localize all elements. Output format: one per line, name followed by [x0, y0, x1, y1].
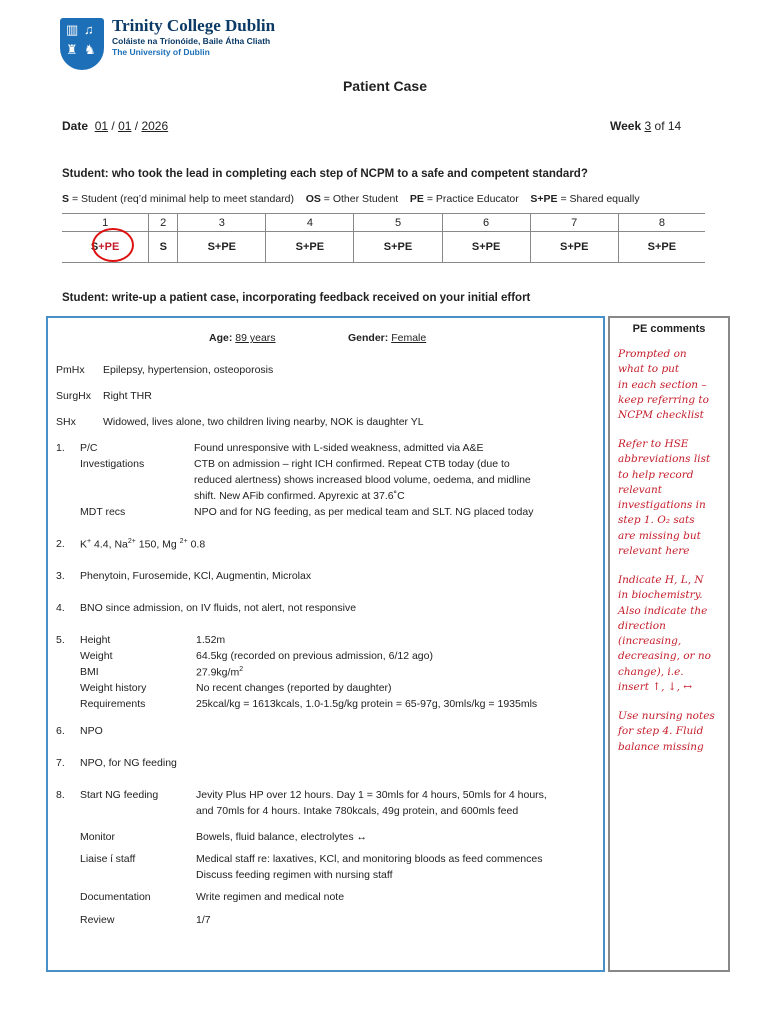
crest-book-icon: ▥: [66, 22, 79, 37]
pe-comment-4: [618, 709, 715, 755]
weight-value: 64.5kg (recorded on previous admission, 6/12 ago): [196, 650, 433, 662]
pc-label: P/C: [80, 442, 98, 454]
documentation-label: Documentation: [80, 891, 151, 903]
age-field: [209, 332, 276, 344]
page-title: Patient Case: [342, 78, 428, 94]
question-ncpm-lead: Student: who took the lead in completing each step of NCPM to a safe and competent standard?: [62, 168, 588, 180]
comment-line: insert ↑, ↓, ↔: [618, 681, 693, 694]
comment-line: to help record: [618, 468, 694, 481]
steps-value-row: [62, 232, 705, 263]
surghx-value: Right THR: [103, 390, 152, 402]
height-label: Height: [80, 634, 111, 646]
shx-value: Widowed, lives alone, two children living nearby, NOK is daughter YL: [103, 416, 424, 428]
gender-field: [348, 332, 426, 344]
age-value: 89 years: [235, 332, 276, 344]
step-3-number: 3.: [56, 570, 65, 582]
comment-line: change), i.e.: [618, 665, 684, 678]
step-8-number: 8.: [56, 789, 65, 801]
step-value: S+PE: [618, 232, 705, 263]
surghx-label: SurgHx: [56, 390, 92, 402]
monitor-label: Monitor: [80, 831, 116, 843]
ng-regimen-line: Jevity Plus HP over 12 hours. Day 1 = 30mls for 4 hours, 50mls for 4 hours,: [196, 789, 547, 801]
step-6-number: 6.: [56, 725, 65, 737]
lab-k-value: 4.4, Na: [94, 538, 128, 551]
date-label: Date: [62, 119, 89, 133]
pe-comment-2: [618, 437, 710, 559]
lab-mg-value: 0.8: [190, 538, 206, 551]
step-value: S+PE: [530, 232, 618, 263]
steps-header-row: [62, 214, 705, 232]
ng-feeding-label: Start NG feeding: [80, 789, 159, 801]
pmhx-label: PmHx: [56, 364, 85, 376]
comment-line: Also indicate the: [618, 604, 708, 617]
legend-s-key: S: [62, 193, 70, 205]
legend-spe-key: S+PE: [530, 193, 558, 205]
comment-line: are missing but: [618, 529, 701, 542]
step-value: S+PE: [354, 232, 442, 263]
bmi-superscript: 2: [239, 666, 244, 673]
step-header: 8: [618, 214, 705, 232]
investigations-label: Investigations: [80, 458, 145, 470]
liaise-line: Discuss feeding regimen with nursing staff: [196, 869, 393, 881]
role-legend: [62, 193, 640, 205]
university-name: Trinity College Dublin: [112, 16, 276, 35]
ng-regimen-line: and 70mls for 4 hours. Intake 780kcals, 49g protein, and 600mls feed: [196, 805, 519, 817]
investigations-line: reduced alertness) shows increased blood volume, oedema, and midline: [194, 474, 531, 486]
legend-s-text: = Student (req’d minimal help to meet standard): [71, 193, 295, 205]
mdt-value: NPO and for NG feeding, as per medical team and SLT. NG placed today: [194, 506, 534, 518]
step-value: S+PE: [178, 232, 266, 263]
step-value: S+PE: [266, 232, 354, 263]
comment-line: for step 4. Fluid: [618, 725, 704, 738]
week-field: [610, 119, 681, 133]
step-5-number: 5.: [56, 634, 65, 646]
comment-line: what to put: [618, 363, 680, 376]
legend-pe-key: PE: [409, 193, 424, 205]
comment-line: Use nursing notes: [618, 710, 715, 722]
week-total: of 14: [654, 119, 682, 133]
weight-history-value: No recent changes (reported by daughter): [196, 682, 392, 694]
bmi-number: 27.9kg/m: [196, 666, 240, 679]
step-1-number: 1.: [56, 442, 65, 454]
comment-line: Indicate H, L, N: [618, 574, 704, 586]
lab-na-value: 150, Mg: [138, 538, 177, 551]
review-value: 1/7: [196, 914, 211, 926]
pe-comment-3: [618, 573, 711, 695]
crest-harp-icon: ♫: [84, 22, 94, 37]
comment-line: relevant: [618, 483, 662, 496]
weight-label: Weight: [80, 650, 113, 662]
step-1-value: S: [90, 241, 99, 253]
review-label: Review: [80, 914, 115, 926]
step-7-text: NPO, for NG feeding: [80, 757, 177, 769]
biochemistry-line: [80, 538, 205, 551]
comment-line: in each section –: [618, 378, 707, 391]
pmhx-value: Epilepsy, hypertension, osteoporosis: [103, 364, 274, 376]
mg-charge: 2+: [179, 538, 188, 545]
comment-line: keep referring to: [618, 393, 709, 406]
university-subtitle: The University of Dublin: [112, 47, 210, 57]
bowels-fluids: BNO since admission, on IV fluids, not alert, not responsive: [80, 602, 357, 614]
comment-line: balance missing: [618, 740, 704, 753]
step-header: 5: [354, 214, 442, 232]
liaise-line: Medical staff re: laxatives, KCl, and monitoring bloods as feed commences: [196, 853, 543, 865]
step-value: S: [149, 232, 178, 263]
comment-line: step 1. O₂ sats: [618, 514, 695, 527]
monitor-value: Bowels, fluid balance, electrolytes ↔: [196, 831, 367, 843]
step-header: 4: [266, 214, 354, 232]
medications: Phenytoin, Furosemide, KCl, Augmentin, Microlax: [80, 570, 312, 582]
date-day: 01: [94, 119, 109, 133]
step-header: 6: [442, 214, 530, 232]
question-patient-case: Student: write-up a patient case, incorporating feedback received on your initial effort: [62, 292, 531, 304]
comment-line: investigations in: [618, 499, 706, 512]
lab-k: K: [80, 538, 88, 551]
investigations-line: CTB on admission – right ICH confirmed. Repeat CTB today (due to: [194, 458, 510, 470]
comment-line: NCPM checklist: [618, 409, 704, 422]
na-charge: 2+: [127, 538, 136, 545]
age-label: Age:: [209, 332, 233, 344]
step-value: S+PE: [442, 232, 530, 263]
legend-pe-text: = Practice Educator: [426, 193, 519, 205]
comment-line: in biochemistry.: [618, 589, 703, 602]
pe-comment-1: [618, 347, 709, 423]
date-year: 2026: [141, 119, 169, 133]
crest-castle-icon: ♜: [66, 42, 78, 57]
shx-label: SHx: [56, 416, 76, 428]
comment-line: (increasing,: [618, 635, 682, 648]
week-current: 3: [644, 119, 652, 133]
weight-history-label: Weight history: [80, 682, 147, 694]
university-irish-name: Coláiste na Tríonóide, Baile Átha Cliath: [112, 36, 271, 46]
pc-value: Found unresponsive with L-sided weakness, admitted via A&E: [194, 442, 484, 454]
date-field: Date 01 / 01 / 2026: [62, 119, 169, 133]
step-header: 2: [149, 214, 178, 232]
ncpm-steps-table: [62, 213, 705, 263]
date-month: 01: [118, 119, 132, 133]
k-charge: +: [87, 538, 92, 545]
comment-line: relevant here: [618, 545, 690, 558]
week-label: Week: [610, 119, 642, 133]
comment-line: direction: [618, 619, 666, 632]
step-2-number: 2.: [56, 538, 65, 550]
tcd-shield-logo: [60, 18, 104, 70]
liaise-label: Liaise ί staff: [80, 853, 136, 865]
mdt-label: MDT recs: [80, 506, 126, 518]
requirements-label: Requirements: [80, 698, 146, 710]
correction-circle: [92, 228, 134, 262]
comment-line: abbreviations list: [618, 453, 711, 466]
comment-line: Refer to HSE: [618, 438, 689, 450]
crest-lion-icon: ♞: [84, 42, 96, 57]
height-value: 1.52m: [196, 634, 226, 646]
step-header: 3: [178, 214, 266, 232]
bmi-value: [196, 666, 243, 679]
legend-spe-text: = Shared equally: [560, 193, 640, 205]
legend-os-key: OS: [305, 193, 321, 205]
bmi-label: BMI: [80, 666, 99, 678]
documentation-value: Write regimen and medical note: [196, 891, 345, 903]
gender-value: Female: [391, 332, 427, 344]
step-4-number: 4.: [56, 602, 65, 614]
investigations-line: shift. New AFib confirmed. Apyrexic at 37.6˚C: [194, 490, 405, 502]
step-header: 7: [530, 214, 618, 232]
requirements-value: 25kcal/kg = 1613kcals, 1.0-1.5g/kg protein = 65-97g, 30mls/kg = 1935mls: [196, 698, 538, 710]
step-6-text: NPO: [80, 725, 103, 737]
comment-line: Prompted on: [618, 348, 687, 360]
comment-line: decreasing, or no: [618, 650, 711, 663]
step-1-correction: +PE: [98, 241, 120, 253]
pe-comments-header: PE comments: [632, 323, 706, 335]
legend-os-text: = Other Student: [323, 193, 399, 205]
step-header: 1: [62, 214, 149, 232]
step-7-number: 7.: [56, 757, 65, 769]
gender-label: Gender:: [348, 332, 389, 344]
